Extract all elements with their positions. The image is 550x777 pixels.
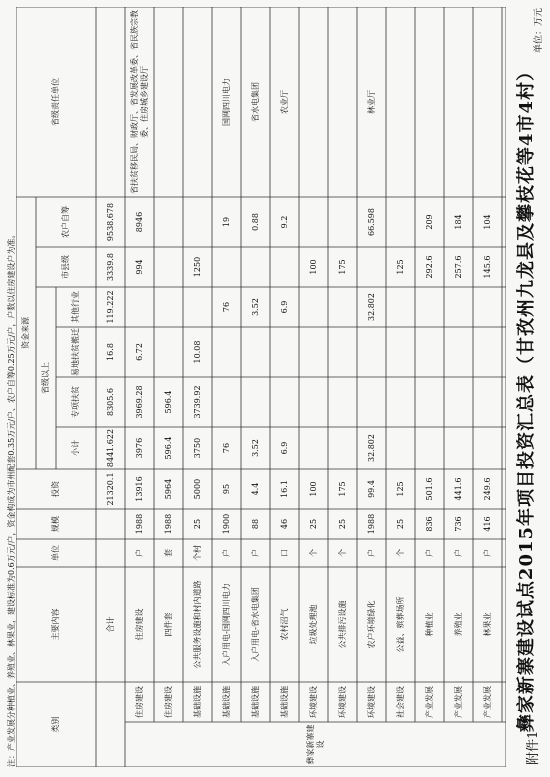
table-row-subtotal bbox=[328, 427, 357, 469]
table-row-city bbox=[270, 247, 299, 287]
row-group: 产业发展 bbox=[453, 686, 463, 718]
table-row-item: 农村沼气 bbox=[279, 608, 289, 641]
header-responsible-dept: 省级责任单位 bbox=[51, 78, 60, 126]
table-row-unit: 套 bbox=[163, 549, 173, 557]
table-row-poverty: 3739.92 bbox=[192, 385, 202, 419]
table-row-relocation: 10.08 bbox=[192, 340, 202, 364]
table-row-unit: 户 bbox=[134, 549, 144, 557]
table-row-relocation bbox=[357, 327, 386, 377]
total-farmer: 9538.678 bbox=[105, 202, 115, 242]
table-row-relocation bbox=[241, 327, 270, 377]
row-group: 基础设施 bbox=[221, 686, 231, 718]
table-row-dept bbox=[183, 7, 212, 197]
table-row-poverty bbox=[415, 377, 444, 427]
table-row-farmer bbox=[386, 197, 415, 247]
table-row-unit: 个 bbox=[395, 549, 405, 557]
row-group: 基础设施 bbox=[192, 686, 202, 718]
table-row-invest: 249.6 bbox=[482, 477, 492, 501]
row-group: 社会建设 bbox=[395, 686, 405, 718]
table-row-dept bbox=[299, 7, 328, 197]
table-row-farmer bbox=[299, 197, 328, 247]
table-row-item: 入户用电-国网四川电力 bbox=[221, 583, 231, 666]
table-row-item: 垃圾处理池 bbox=[308, 604, 318, 645]
table-row-invest: 501.6 bbox=[424, 477, 434, 501]
table-row-other: 6.9 bbox=[279, 300, 289, 314]
table-row-scale: 1900 bbox=[221, 513, 231, 535]
table-row-dept bbox=[386, 7, 415, 197]
table-row-farmer: 184 bbox=[453, 214, 463, 230]
table-row-poverty bbox=[386, 377, 415, 427]
table-row-poverty: 596.4 bbox=[163, 390, 173, 414]
table-row-farmer bbox=[154, 197, 183, 247]
table-row-farmer: 104 bbox=[482, 214, 492, 230]
attachment-label: 附件1 bbox=[526, 730, 541, 765]
table-row-scale: 836 bbox=[424, 516, 434, 532]
table-row-dept: 省水电集团 bbox=[250, 82, 260, 122]
table-row-subtotal bbox=[444, 427, 473, 469]
table-row-farmer bbox=[183, 197, 212, 247]
table-row-subtotal: 596.4 bbox=[163, 436, 173, 460]
table-row-other bbox=[183, 287, 212, 327]
table-row-invest: 13916 bbox=[134, 476, 144, 502]
table-row-scale: 1988 bbox=[366, 513, 376, 535]
table-row-item: 林果业 bbox=[482, 612, 492, 637]
total-other: 119.222 bbox=[105, 290, 115, 324]
table-row-other bbox=[444, 287, 473, 327]
table-row-scale: 1988 bbox=[163, 513, 173, 535]
row-group: 环境建设 bbox=[308, 686, 318, 718]
group-label: 彝家新寨建设 bbox=[305, 724, 325, 765]
table-row-farmer: 8946 bbox=[134, 211, 144, 233]
header-funding-source: 资金来源 bbox=[21, 317, 30, 349]
table-row-other bbox=[299, 287, 328, 327]
table-row-city: 100 bbox=[308, 259, 318, 275]
table-row-farmer bbox=[328, 197, 357, 247]
table-row-city bbox=[357, 247, 386, 287]
table-row-unit: 户 bbox=[424, 549, 434, 557]
table-row-unit: 户 bbox=[453, 549, 463, 557]
table-row-scale: 25 bbox=[192, 518, 202, 530]
header-main-content: 主要内容 bbox=[51, 608, 60, 641]
table-row-other: 76 bbox=[221, 301, 231, 313]
table-row-dept bbox=[154, 7, 183, 197]
row-group: 住房建设 bbox=[134, 686, 144, 718]
table-row-poverty bbox=[444, 377, 473, 427]
table-row-farmer: 66.598 bbox=[366, 208, 376, 236]
table-row-city: 994 bbox=[134, 259, 144, 275]
table-row-unit: 个 bbox=[337, 549, 347, 557]
table-row-subtotal: 3750 bbox=[192, 437, 202, 459]
header-scale: 规模 bbox=[51, 516, 60, 532]
table-row-poverty bbox=[473, 377, 502, 427]
table-row-relocation bbox=[212, 327, 241, 377]
table-row-poverty bbox=[357, 377, 386, 427]
row-group: 环境建设 bbox=[337, 686, 347, 718]
table-row-scale: 25 bbox=[395, 518, 405, 530]
table-row-item: 公共服务设施和村内道路 bbox=[192, 580, 202, 669]
header-poverty-special: 专项扶贫 bbox=[71, 386, 80, 418]
table-row-city: 257.6 bbox=[453, 255, 463, 279]
table-row-invest: 16.1 bbox=[279, 480, 289, 498]
table-row-invest: 95 bbox=[221, 483, 231, 495]
table-row-item: 公益、殡葬场所 bbox=[395, 596, 405, 653]
table-row-dept bbox=[473, 7, 502, 197]
table-row-dept bbox=[444, 7, 473, 197]
table-row-relocation bbox=[473, 327, 502, 377]
row-group: 产业发展 bbox=[482, 686, 492, 718]
table-row-city bbox=[212, 247, 241, 287]
table-row-farmer: 0.88 bbox=[250, 213, 260, 231]
table-row-subtotal: 3.52 bbox=[250, 439, 260, 457]
row-group: 环境建设 bbox=[366, 686, 376, 718]
table-row-city bbox=[154, 247, 183, 287]
table-row-other bbox=[415, 287, 444, 327]
table-row-city: 145.6 bbox=[482, 255, 492, 279]
table-row-poverty bbox=[299, 377, 328, 427]
header-relocation: 易地扶贫搬迁 bbox=[71, 328, 80, 376]
table-row-relocation bbox=[328, 327, 357, 377]
table-row-item: 养殖业 bbox=[453, 612, 463, 637]
table-row-other: 32.802 bbox=[366, 293, 376, 321]
table-row-relocation bbox=[270, 327, 299, 377]
table-row-dept: 农业厅 bbox=[279, 90, 289, 114]
table-row-poverty bbox=[270, 377, 299, 427]
table-row-subtotal bbox=[415, 427, 444, 469]
table-row-relocation bbox=[444, 327, 473, 377]
table-row-other bbox=[328, 287, 357, 327]
total-subtotal: 8441.622 bbox=[105, 428, 115, 468]
table-row-city: 1250 bbox=[192, 256, 202, 278]
table-row-item: 入户用电-省水电集团 bbox=[250, 587, 260, 662]
table-row-other bbox=[473, 287, 502, 327]
row-group: 基础设施 bbox=[279, 686, 289, 718]
table-row-farmer: 209 bbox=[424, 214, 434, 230]
unit-label: 单位：万元 bbox=[534, 8, 544, 54]
row-group: 基础设施 bbox=[250, 686, 260, 718]
table-row-scale: 88 bbox=[250, 518, 260, 530]
table-row-poverty bbox=[212, 377, 241, 427]
total-label: 合计 bbox=[105, 616, 115, 633]
header-other-industries: 其他行业 bbox=[71, 291, 80, 323]
table-row-dept bbox=[328, 7, 357, 197]
table-row-item: 住房建设 bbox=[134, 608, 144, 641]
table-row-other: 3.52 bbox=[250, 298, 260, 316]
table-row-relocation bbox=[386, 327, 415, 377]
table-row-scale: 25 bbox=[337, 518, 347, 530]
header-city-county: 市县级 bbox=[61, 255, 70, 279]
total-city: 3339.8 bbox=[105, 253, 115, 281]
table-row-invest: 99.4 bbox=[366, 480, 376, 498]
table-row-item: 种植业 bbox=[424, 612, 434, 637]
table-row-city bbox=[241, 247, 270, 287]
table-row-dept: 省扶贫移民局、财政厅、省发展改革委、省民族宗教委、住房城乡建设厅 bbox=[129, 10, 149, 194]
table-row-unit: 户 bbox=[482, 549, 492, 557]
total-poverty: 8305.6 bbox=[105, 388, 115, 416]
row-group: 住房建设 bbox=[163, 686, 173, 718]
table-row-subtotal: 32.802 bbox=[366, 434, 376, 462]
footnote: 注：产业发展分种植业、养殖业、林果业，建设标准为0.6万元/户，资金构成为市州配套0.35万元/户、农户自筹0.25万元/户，户数以住房建设户为准。 bbox=[7, 230, 16, 767]
table-row-other bbox=[386, 287, 415, 327]
table-row-scale: 736 bbox=[453, 516, 463, 532]
row-group: 产业发展 bbox=[424, 686, 434, 718]
table-row-item: 四件套 bbox=[163, 612, 173, 637]
table-row-farmer: 9.2 bbox=[279, 215, 289, 229]
table-row-unit: 户 bbox=[250, 549, 260, 557]
table-row-scale: 46 bbox=[279, 518, 289, 530]
table-row-scale: 416 bbox=[482, 516, 492, 532]
table-row-unit: 口 bbox=[279, 549, 289, 557]
table-row-unit: 个村 bbox=[192, 545, 202, 561]
table-row-invest: 175 bbox=[337, 481, 347, 497]
table-row-subtotal: 3976 bbox=[134, 437, 144, 459]
table-row-unit: 户 bbox=[366, 549, 376, 557]
table-row-farmer: 19 bbox=[221, 216, 231, 228]
table-row-city: 175 bbox=[337, 259, 347, 275]
table-row-subtotal: 76 bbox=[221, 442, 231, 454]
table-row-poverty: 3969.28 bbox=[134, 385, 144, 419]
total-investment: 21320.1 bbox=[105, 472, 115, 506]
table-row-invest: 125 bbox=[395, 481, 405, 497]
header-category: 类别 bbox=[51, 716, 60, 733]
table-row-subtotal bbox=[473, 427, 502, 469]
total-relocation: 16.8 bbox=[105, 343, 115, 361]
table-row-scale: 25 bbox=[308, 518, 318, 530]
table-row-relocation bbox=[299, 327, 328, 377]
table-row-scale: 1988 bbox=[134, 513, 144, 535]
table-row-subtotal bbox=[299, 427, 328, 469]
header-subtotal: 小计 bbox=[71, 440, 80, 456]
table-row-subtotal bbox=[386, 427, 415, 469]
table-row-city: 292.6 bbox=[424, 255, 434, 279]
table-row-dept: 国网四川电力 bbox=[221, 78, 231, 126]
table-row-invest: 5964 bbox=[163, 478, 173, 500]
document-title: 彝家新寨建设试点2015年项目投资汇总表（甘孜州九龙县及攀枝花等4市4村） bbox=[516, 61, 537, 733]
table-row-poverty bbox=[241, 377, 270, 427]
table-row-invest: 441.6 bbox=[453, 477, 463, 501]
table-row-unit: 户 bbox=[221, 549, 231, 557]
header-farmer: 农户自筹 bbox=[61, 206, 70, 238]
table-row-relocation: 6.72 bbox=[134, 343, 144, 361]
table-row-poverty bbox=[328, 377, 357, 427]
header-provincial: 省级以上 bbox=[41, 362, 50, 394]
table-row-item: 公共排污设施 bbox=[337, 600, 347, 649]
table-row-relocation bbox=[415, 327, 444, 377]
table-row-city: 125 bbox=[395, 259, 405, 275]
header-unit: 单位 bbox=[51, 545, 60, 561]
table-row-invest: 100 bbox=[308, 481, 318, 497]
table-row-other bbox=[154, 287, 183, 327]
table-row-invest: 5000 bbox=[192, 478, 202, 500]
table-row-dept bbox=[415, 7, 444, 197]
table-row-other bbox=[125, 287, 154, 327]
table-row-item: 农户环境绿化 bbox=[366, 600, 376, 649]
table-row-unit: 个 bbox=[308, 549, 318, 557]
table-row-dept: 林业厅 bbox=[366, 90, 376, 114]
table-row-subtotal: 6.9 bbox=[279, 441, 289, 455]
table-row-relocation bbox=[154, 327, 183, 377]
header-investment: 投资 bbox=[51, 481, 60, 497]
table-row-invest: 4.4 bbox=[250, 482, 260, 496]
